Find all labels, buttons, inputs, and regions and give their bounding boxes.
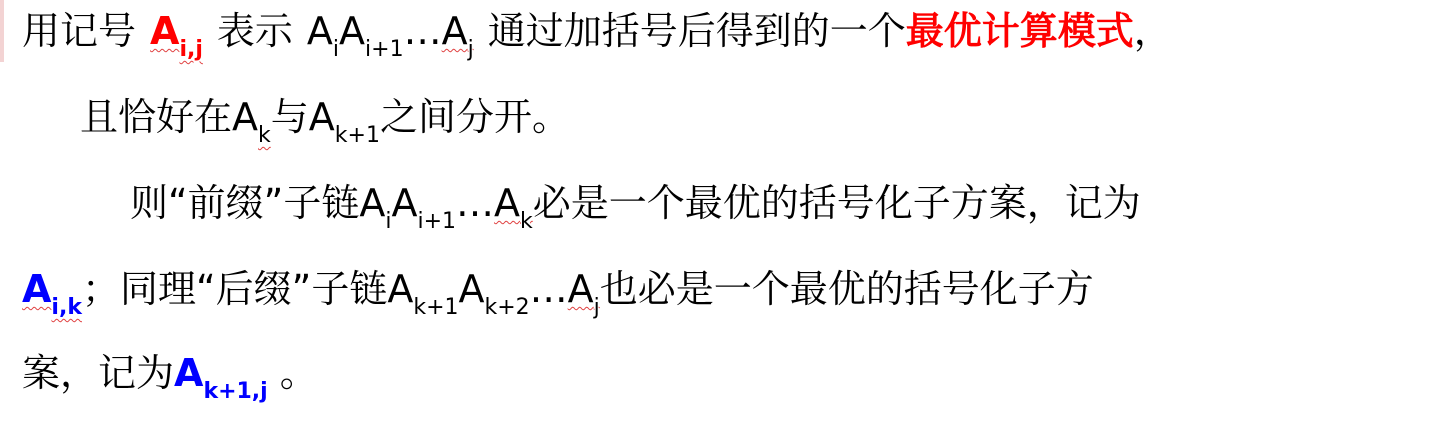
matrix-a-i-plus-1: $A_{i+1}$ xyxy=(391,181,457,234)
matrix-a-j: $A_j$ xyxy=(567,267,600,320)
symbol-a-k-plus-1-j xyxy=(174,351,268,404)
line1-mid-text: 通过加括号后得到的一个 xyxy=(487,9,906,53)
line2-text-b: 与 xyxy=(270,95,309,139)
matrix-a-k-plus-2: $A_{k+2}$ xyxy=(458,267,530,320)
line4-text-a: ；同理“后缀”子链 xyxy=(81,267,388,311)
symbol-a-k-plus-1-j-base: A xyxy=(174,351,204,395)
matrix-a-j: $A_j$ xyxy=(441,9,474,62)
matrix-a-i: $A_i$ xyxy=(359,181,392,234)
symbol-a-i-k-base: A xyxy=(22,267,52,311)
text-line-4 xyxy=(22,264,1094,324)
symbol-a-k-plus-1-j-subscript: k+1,j xyxy=(203,379,268,404)
line2-text-c: 之间分开。 xyxy=(379,95,570,139)
line3-text-a: 则“前缀”子链 xyxy=(130,181,360,225)
matrix-a-k: $A_k$ xyxy=(232,95,271,148)
emphasis-optimal-pattern: 最优计算模式 xyxy=(905,9,1134,53)
slide-edge-marker xyxy=(0,0,4,62)
symbol-a-i-j-subscript: i,j xyxy=(179,37,203,62)
line4-text-b: 也必是一个最优的括号化子方 xyxy=(599,267,1094,311)
text-line-2 xyxy=(80,92,570,152)
line5-text-a: 案，记为 xyxy=(22,351,175,395)
line1-show-text: 表示 xyxy=(216,9,293,53)
matrix-a-k: $A_k$ xyxy=(494,181,533,234)
text-line-3 xyxy=(130,178,1141,238)
text-line-1 xyxy=(22,6,1172,66)
ellipsis: … xyxy=(456,181,495,225)
symbol-a-i-j-base: A xyxy=(150,9,180,53)
matrix-a-k-plus-1: $A_{k+1}$ xyxy=(308,95,380,148)
ellipsis: … xyxy=(529,267,568,311)
line1-comma: ， xyxy=(1133,9,1172,53)
matrix-a-i: $A_i$ xyxy=(306,9,340,62)
line3-text-b: 必是一个最优的括号化子方案，记为 xyxy=(532,181,1141,225)
line5-text-b: 。 xyxy=(267,351,318,395)
symbol-a-i-k xyxy=(22,267,82,320)
line2-text-a: 且恰好在 xyxy=(80,95,233,139)
line1-prefix: 用记号 xyxy=(22,9,137,53)
symbol-a-i-j xyxy=(150,9,203,62)
matrix-a-k-plus-1: $A_{k+1}$ xyxy=(387,267,459,320)
matrix-a-i-plus-1: $A_{i+1}$ xyxy=(339,9,404,62)
text-line-5 xyxy=(22,348,318,408)
ellipsis: … xyxy=(403,9,442,53)
symbol-a-i-k-subscript: i,k xyxy=(51,295,82,320)
